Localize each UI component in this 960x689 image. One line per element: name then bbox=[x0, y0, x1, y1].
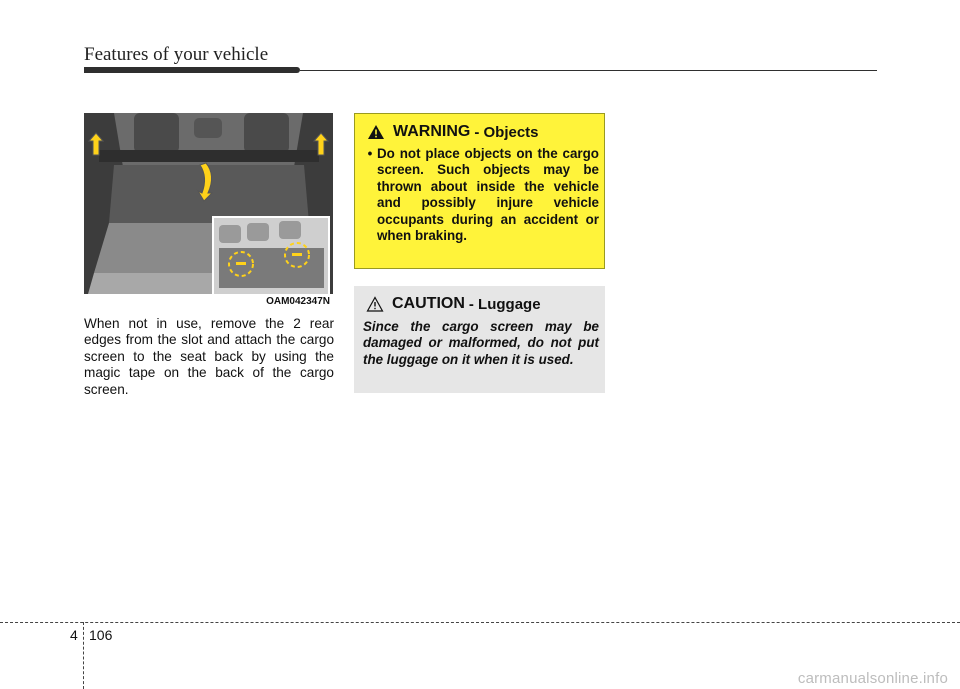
warning-body bbox=[363, 146, 599, 244]
caution-title: CAUTION bbox=[392, 295, 465, 312]
footer-rule bbox=[0, 622, 960, 623]
caution-header bbox=[366, 295, 541, 313]
header-bar bbox=[84, 67, 300, 73]
body-paragraph: When not in use, remove the 2 rear edges from the slot and attach the cargo screen to the seat back by using the magic tape on the back of the cargo screen. bbox=[84, 316, 334, 397]
page-number: 106 bbox=[89, 627, 113, 643]
footer-divider bbox=[83, 622, 84, 689]
warning-title: WARNING bbox=[393, 123, 471, 140]
warning-bullet-item bbox=[363, 146, 599, 244]
cargo-area-illustration bbox=[84, 113, 333, 308]
caution-box bbox=[354, 286, 605, 393]
figure-code: OAM042347N bbox=[266, 296, 330, 307]
warning-triangle-icon bbox=[367, 124, 385, 140]
warning-header bbox=[367, 123, 539, 141]
chapter-number: 4 bbox=[70, 627, 78, 643]
warning-subtitle: - Objects bbox=[474, 123, 539, 141]
warning-bullet-text: Do not place objects on the cargo screen. Such objects may be thrown about inside the vehicle and possibly injure vehicle occupants during an accident or when braking. bbox=[377, 146, 599, 244]
watermark: carmanualsonline.info bbox=[797, 670, 948, 687]
warning-box bbox=[354, 113, 605, 269]
header-rule bbox=[300, 70, 877, 71]
caution-subtitle: - Luggage bbox=[468, 295, 541, 313]
caution-body: Since the cargo screen may be damaged or malformed, do not put the luggage on it when it is used. bbox=[363, 319, 599, 367]
bullet-point: • bbox=[367, 146, 373, 161]
cargo-screen-figure bbox=[84, 113, 333, 308]
caution-triangle-icon bbox=[366, 296, 384, 312]
page-header-title: Features of your vehicle bbox=[84, 44, 269, 65]
